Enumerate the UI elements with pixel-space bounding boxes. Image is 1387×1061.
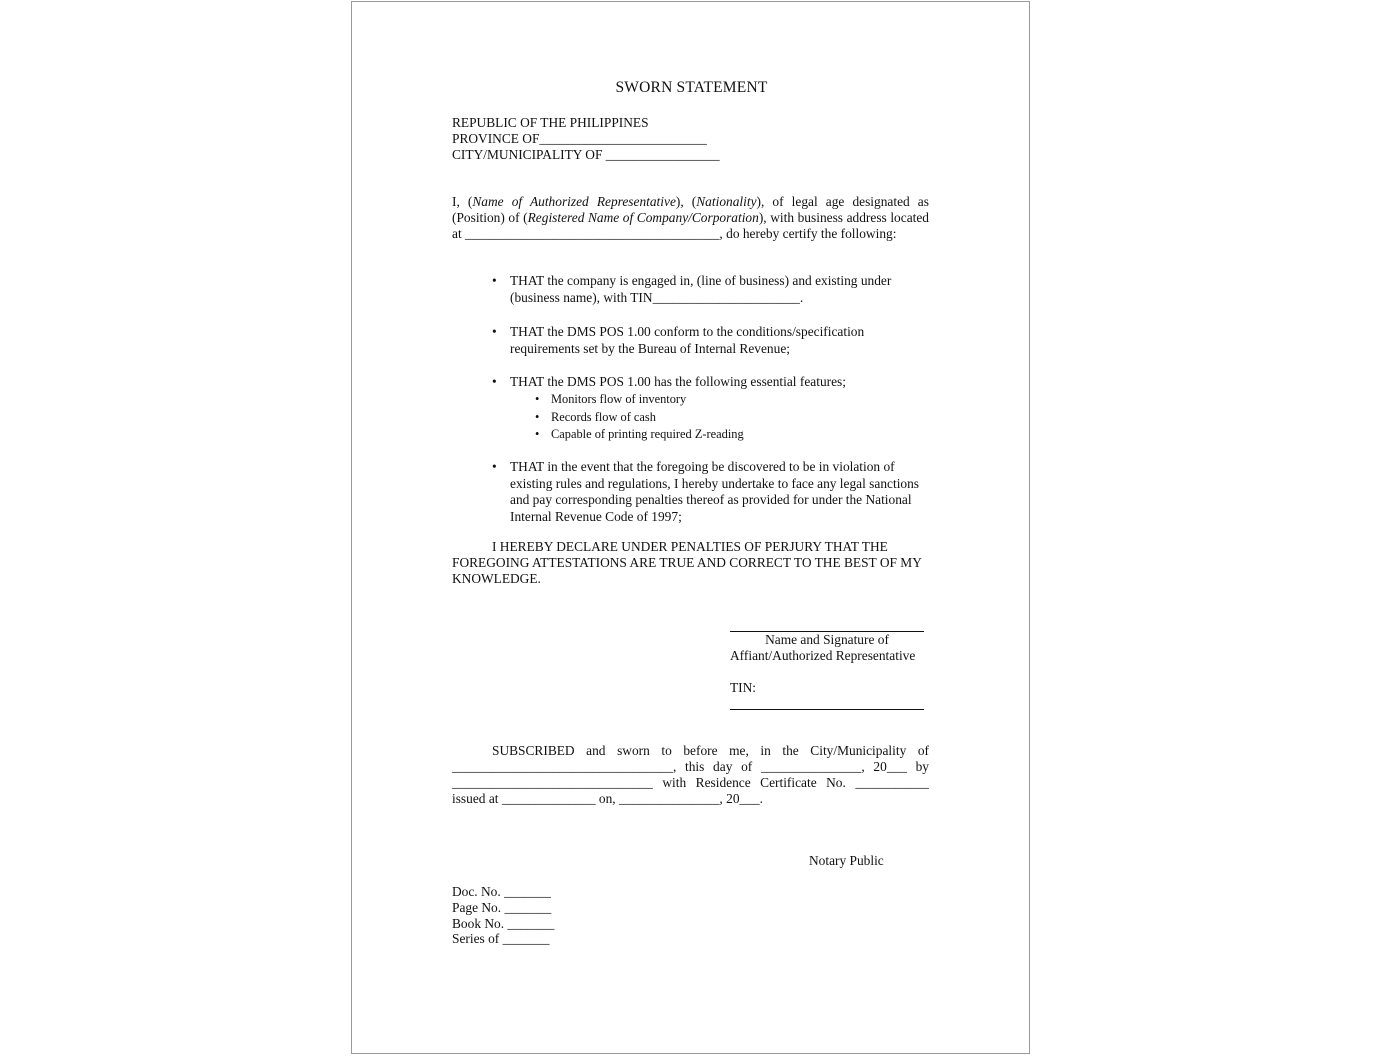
bullet-text-features: THAT the DMS POS 1.00 has the following essential features; (510, 374, 846, 389)
feature-text: Capable of printing required Z-reading (551, 427, 744, 441)
doc-no: Doc. No. _______ (452, 884, 551, 899)
features-list (535, 391, 835, 444)
intro-nationality-placeholder: Nationality (696, 194, 757, 209)
page-no: Page No. _______ (452, 899, 552, 915)
jurat-line-4: issued at ______________ on, _______________, 20___. (452, 791, 763, 806)
header-city: CITY/MUNICIPALITY OF _________________ (452, 147, 720, 162)
intro-text-1: I, ( (452, 194, 473, 209)
bullet-dot: • (492, 459, 497, 474)
signature-label-2: Affiant/Authorized Representative (730, 648, 916, 663)
bullet-item (492, 374, 922, 391)
jurat-line-3: ______________________________ with Residence Certificate No. ___________ (452, 775, 929, 790)
feature-text: Records flow of cash (551, 409, 656, 424)
bullet-text-business: THAT the company is engaged in, (line of business) and existing under (business name), with TIN______________________. (510, 273, 892, 305)
declaration-paragraph: I HEREBY DECLARE UNDER PENALTIES OF PERJURY THAT THE FOREGOING ATTESTATIONS ARE TRUE AND CORRECT TO THE BEST OF MY KNOWLEDGE. (452, 539, 922, 586)
feature-item (535, 409, 835, 427)
feature-item (535, 426, 835, 444)
intro-company-placeholder: Registered Name of Company/Corporation (527, 210, 759, 225)
bullet-item (492, 273, 922, 306)
bullet-dot: • (535, 409, 540, 424)
bullet-item (492, 324, 922, 357)
bullet-text-conform: THAT the DMS POS 1.00 conform to the conditions/specification requirements set by the Bureau of Internal Revenue; (510, 324, 865, 356)
doc-reference-block (452, 884, 554, 947)
intro-text-4: ), with business address located at ______________________________________, do hereby certify the following: (452, 210, 929, 241)
feature-item (535, 391, 835, 409)
signature-block (730, 631, 924, 710)
bullet-text-sanctions: THAT in the event that the foregoing be discovered to be in violation of existing rules and regulations, I hereby undertake to face any legal sanctions and pay corresponding penalties thereof as provided for under the National Internal Revenue Code of 1997; (510, 459, 920, 524)
bullet-dot: • (535, 392, 540, 406)
header-province: PROVINCE OF_________________________ (452, 131, 707, 146)
signature-label-1: Name and Signature of (765, 632, 889, 647)
document-title: SWORN STATEMENT (615, 79, 768, 96)
bullet-dot: • (492, 374, 497, 389)
document-page (351, 1, 1030, 1054)
bullet-dot: • (535, 427, 540, 441)
tin-label: TIN: (730, 680, 757, 695)
intro-text-2: ), ( (675, 194, 697, 209)
tin-line (730, 709, 924, 710)
intro-text-3: ), of legal age designated as (Position) of ( (452, 194, 929, 225)
intro-paragraph (452, 194, 929, 242)
feature-text: Monitors flow of inventory (551, 392, 687, 406)
jurat-line-2: _________________________________, this day of _______________, 20___ by (452, 759, 929, 774)
jurat-block (452, 743, 929, 807)
jurat-line-1: SUBSCRIBED and sworn to before me, in the City/Municipality of (492, 743, 929, 758)
header-republic: REPUBLIC OF THE PHILIPPINES (452, 115, 649, 130)
book-no: Book No. _______ (452, 915, 555, 931)
intro-name-placeholder: Name of Authorized Representative (472, 194, 676, 209)
bullet-dot: • (492, 324, 497, 339)
bullet-dot: • (492, 273, 497, 288)
series-of: Series of _______ (452, 931, 550, 947)
header-block (452, 115, 929, 163)
notary-public-label: Notary Public (809, 853, 884, 868)
bullet-item (492, 459, 922, 525)
